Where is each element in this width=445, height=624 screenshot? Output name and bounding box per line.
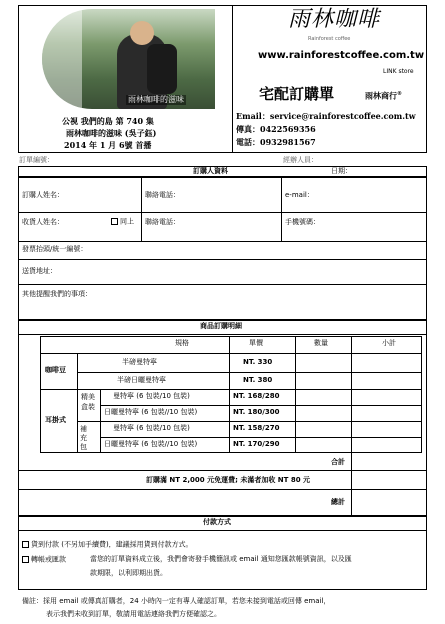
recipient-name-field[interactable]: 收貨人姓名： — [22, 218, 64, 226]
same-label: 同上 — [120, 217, 134, 226]
bean-row-2-spec: 半磅日曬曼特寧 — [117, 376, 166, 384]
cod-option[interactable] — [22, 541, 193, 549]
transfer-text-1: 當您的訂單資料成立後，我們會寄發手機簡訊或 email 通知您匯款帳號資訊，以及匯 — [90, 555, 352, 563]
drip-row-2-spec: 日曬曼特寧 (6 包裝//10 包裝) — [104, 408, 198, 416]
products-section-title: 商品訂購明細 — [200, 322, 242, 330]
col-subtotal: 小計 — [382, 339, 396, 347]
notes-field[interactable]: 其他提醒我們的事項： — [22, 290, 92, 298]
story-line: 雨林咖啡的滋味 (吳子鈺) — [66, 128, 157, 138]
transfer-option[interactable] — [22, 556, 66, 564]
drip-row-4-spec: 日曬曼特寧 (6 包裝//10 包裝) — [104, 440, 198, 448]
registered-mark: ® — [397, 91, 402, 97]
cod-checkbox-icon[interactable] — [22, 541, 29, 548]
bean-row-1-spec: 半磅曼特寧 — [122, 358, 157, 366]
header-divider — [232, 5, 233, 153]
brand-tagline: Rainforest coffee — [308, 36, 351, 42]
contact-phone: 電話：0932981567 — [236, 137, 316, 147]
footer-note-1: 備註：採用 email 或傳真訂購者，24 小時內一定有專人確認訂單，若您未接到電話或回傳 email， — [22, 597, 331, 605]
mobile-field[interactable]: 手機號碼： — [285, 218, 320, 226]
transfer-label: 轉帳或匯款 — [31, 555, 66, 564]
checkbox-icon[interactable] — [111, 218, 118, 225]
drip-row-4-price: NT. 170/290 — [233, 440, 280, 448]
photo-caption: 雨林咖啡的滋味 — [128, 95, 184, 104]
airdate-line: 2014 年 1 月 6號 首播 — [64, 140, 152, 150]
drip-row-1-spec: 曼特寧 (6 包裝/10 包裝) — [113, 392, 190, 400]
cod-label: 貨到付款 (不另加手續費)，建議採用貨到付款方式。 — [31, 540, 193, 549]
link-store[interactable]: LINK store — [383, 68, 414, 75]
contact-fax: 傳真：0422569356 — [236, 124, 316, 134]
drip-row-2-price: NT. 180/300 — [233, 408, 280, 416]
buyer-email-field[interactable]: e-mail： — [285, 191, 314, 199]
coffee-bean-category: 咖啡豆 — [45, 366, 66, 374]
col-qty: 數量 — [314, 339, 328, 347]
buyer-name-field[interactable]: 訂購人姓名： — [22, 191, 64, 199]
col-spec: 規格 — [175, 339, 189, 347]
payment-section — [18, 516, 427, 590]
website[interactable]: www.rainforestcoffee.com.tw — [258, 50, 425, 61]
grand-total-label: 總計 — [331, 498, 345, 506]
drip-row-1-price: NT. 168/280 — [233, 392, 280, 400]
order-number-label: 訂單編號： — [19, 156, 54, 164]
address-field[interactable]: 送貨地址： — [22, 267, 57, 275]
company-name — [365, 92, 402, 101]
drip-row-3-spec: 曼特寧 (6 包裝/10 包裝) — [113, 424, 190, 432]
payment-section-title: 付款方式 — [203, 518, 231, 526]
col-price: 單價 — [249, 339, 263, 347]
same-as-buyer-checkbox[interactable] — [111, 218, 134, 226]
gift-box-label: 精美盒裝 — [81, 393, 95, 411]
contact-email[interactable]: Email：service@rainforestcoffee.com.tw — [236, 111, 416, 121]
transfer-text-2: 款期限，以利即期出貨。 — [90, 569, 167, 577]
bean-row-2-price: NT. 380 — [243, 376, 273, 384]
bean-row-1-price: NT. 330 — [243, 358, 273, 366]
refill-label: 補充包 — [80, 425, 87, 451]
company-label: 雨林商行 — [365, 91, 397, 101]
brand-logo: 雨林咖啡 — [288, 7, 381, 32]
form-title: 宅配訂購單 — [259, 85, 335, 103]
buyer-section-title: 訂購人資料 — [193, 167, 228, 175]
footer-note-2: 表示我們未收到訂單，敬請用電話連絡我們方便確認之。 — [46, 610, 221, 618]
buyer-phone-field[interactable]: 聯絡電話： — [145, 191, 180, 199]
transfer-checkbox-icon[interactable] — [22, 556, 29, 563]
shipping-note: 訂購滿 NT 2,000 元免運費; 未滿者加收 NT 80 元 — [146, 476, 311, 484]
handler-label: 經辦人員： — [283, 156, 318, 164]
drip-row-3-price: NT. 158/270 — [233, 424, 280, 432]
recipient-phone-field[interactable]: 聯絡電話： — [145, 218, 180, 226]
invoice-field[interactable]: 發票抬頭/統一編號： — [22, 245, 88, 253]
program-photo — [42, 9, 215, 109]
date-label: 日期： — [331, 167, 352, 175]
total-label: 合計 — [331, 458, 345, 466]
episode-line: 公視 我們的島 第 740 集 — [62, 116, 154, 126]
drip-category: 耳掛式 — [45, 416, 66, 424]
